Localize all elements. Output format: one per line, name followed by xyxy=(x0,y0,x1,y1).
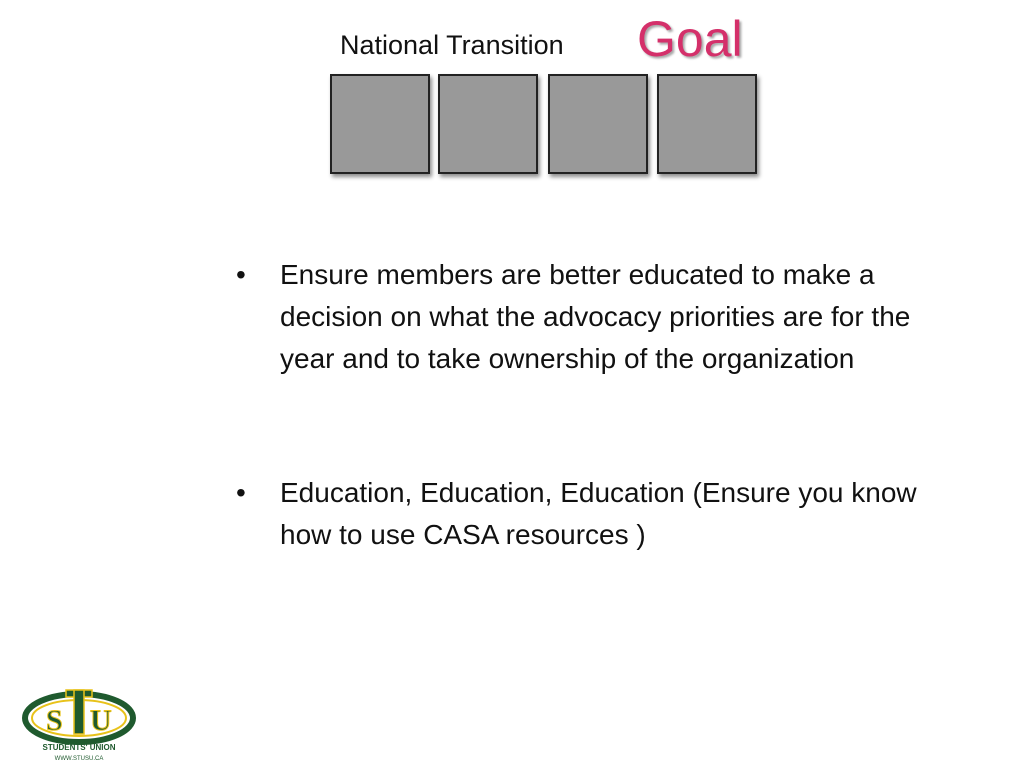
slide-title: Goal xyxy=(637,11,743,67)
placeholder-box-4 xyxy=(657,74,757,174)
bullet-dot: • xyxy=(236,477,246,508)
logo-letter-s: S xyxy=(46,704,63,737)
placeholder-box-3 xyxy=(548,74,648,174)
placeholder-box-2 xyxy=(438,74,538,174)
logo-letter-u: U xyxy=(90,704,112,737)
placeholder-box-1 xyxy=(330,74,430,174)
logo-url: WWW.STUSU.CA xyxy=(54,756,104,762)
bullet-item-2 xyxy=(232,472,922,556)
bullet-text-1: Ensure members are better educated to make a decision on what the advocacy priorities are for the year and to take ownership of the organization xyxy=(280,259,911,374)
bullet-item-1 xyxy=(232,254,922,380)
stu-logo xyxy=(22,688,136,764)
slide-subtitle: National Transition xyxy=(340,30,564,60)
bullet-dot: • xyxy=(236,259,246,290)
bullet-text-2: Education, Education, Education (Ensure you know how to use CASA resources ) xyxy=(280,477,917,550)
logo-caption: STUDENTS' UNION xyxy=(42,743,116,752)
placeholder-box-row xyxy=(330,74,760,178)
bullet-list xyxy=(232,254,922,556)
